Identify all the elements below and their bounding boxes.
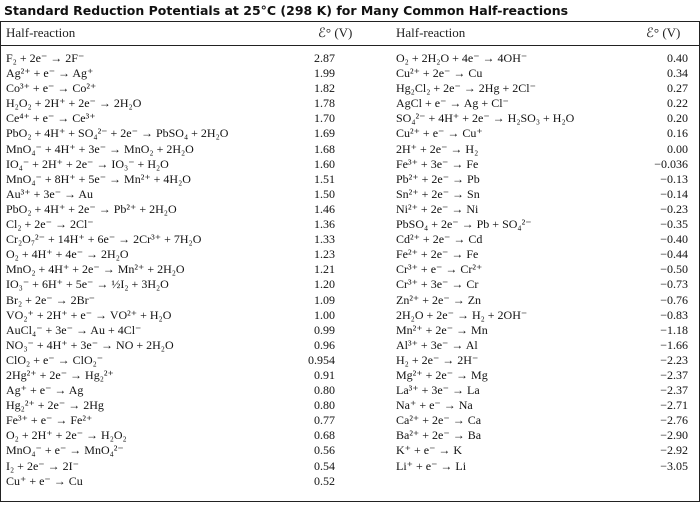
half-reaction: MnO₄⁻ + 4H⁺ + 3e⁻ → MnO₂ + 2H₂O — [6, 141, 194, 156]
reduction-potential: −2.92 — [660, 443, 688, 458]
reduction-potential: −0.13 — [660, 171, 688, 186]
half-reaction: I₂ + 2e⁻ → 2I⁻ — [6, 458, 79, 473]
half-reaction: Co³⁺ + e⁻ → Co²⁺ — [6, 81, 97, 96]
reduction-potential: 0.99 — [314, 322, 335, 337]
reduction-potential: −0.036 — [654, 156, 688, 171]
half-reaction: Hg₂²⁺ + 2e⁻ → 2Hg — [6, 398, 104, 413]
reduction-potential: −1.18 — [660, 322, 688, 337]
reduction-potential: 1.68 — [314, 141, 335, 156]
reduction-potential: 1.46 — [314, 201, 335, 216]
half-reaction: Ce⁴⁺ + e⁻ → Ce³⁺ — [6, 111, 96, 126]
reduction-potential: 0.54 — [314, 458, 335, 473]
reduction-potential: 1.21 — [314, 262, 335, 277]
half-reaction: H₂O₂ + 2H⁺ + 2e⁻ → 2H₂O — [6, 96, 142, 111]
half-reaction: Cr³⁺ + 3e⁻ → Cr — [396, 277, 479, 292]
reduction-potential: 1.23 — [314, 247, 335, 262]
table-top-rule — [0, 21, 700, 22]
half-reaction: O₂ + 2H₂O + 4e⁻ → 4OH⁻ — [396, 51, 528, 65]
half-reaction: SO₄²⁻ + 4H⁺ + 2e⁻ → H₂SO₃ + H₂O — [396, 111, 575, 126]
half-reaction: IO₄⁻ + 2H⁺ + 2e⁻ → IO₃⁻ + H₂O — [6, 156, 169, 171]
reduction-potential: −1.66 — [660, 337, 688, 352]
reduction-potential: −0.40 — [660, 232, 688, 247]
reduction-potential: −0.44 — [660, 247, 688, 262]
reduction-potential: 0.56 — [314, 443, 335, 458]
half-reaction: Ag²⁺ + e⁻ → Ag⁺ — [6, 66, 94, 81]
half-reaction: ClO₂ + e⁻ → ClO₂⁻ — [6, 352, 104, 367]
half-reaction: Ba²⁺ + 2e⁻ → Ba — [396, 428, 482, 443]
reduction-potential: 0.52 — [314, 473, 335, 488]
reduction-potential: 1.51 — [314, 171, 335, 186]
reduction-potential: 1.09 — [314, 292, 335, 307]
table-bottom-rule — [0, 501, 700, 502]
half-reaction: PbO₂ + 4H⁺ + SO₄²⁻ + 2e⁻ → PbSO₄ + 2H₂O — [6, 126, 229, 141]
reduction-potential: 0.16 — [667, 126, 688, 141]
reduction-potential: −3.05 — [660, 458, 688, 473]
right-reaction-header: Half-reaction — [396, 25, 466, 40]
half-reaction: Fe³⁺ + 3e⁻ → Fe — [396, 156, 479, 171]
half-reaction: MnO₄⁻ + e⁻ → MnO₄²⁻ — [6, 443, 124, 458]
reduction-potential: 0.91 — [314, 367, 335, 382]
right-potential-column — [636, 51, 688, 474]
half-reaction: Li⁺ + e⁻ → Li — [396, 458, 467, 473]
reduction-potential: 1.70 — [314, 111, 335, 126]
reduction-potential: −2.90 — [660, 428, 688, 443]
half-reaction: Pb²⁺ + 2e⁻ → Pb — [396, 171, 480, 186]
reduction-potential: −0.76 — [660, 292, 688, 307]
reduction-potential: 1.20 — [314, 277, 335, 292]
half-reaction: 2H₂O + 2e⁻ → H₂ + 2OH⁻ — [396, 307, 528, 322]
half-reaction: AgCl + e⁻ → Ag + Cl⁻ — [396, 96, 509, 111]
reduction-potential: 1.33 — [314, 232, 335, 247]
right-potential-header: ℰ° (V) — [646, 25, 681, 40]
half-reaction: F₂ + 2e⁻ → 2F⁻ — [6, 51, 85, 65]
reduction-potential: −2.37 — [660, 383, 688, 398]
half-reaction: Mg²⁺ + 2e⁻ → Mg — [396, 367, 488, 382]
reduction-potential: −0.23 — [660, 201, 688, 216]
reduction-potential: −2.76 — [660, 413, 688, 428]
half-reaction: Cu²⁺ + e⁻ → Cu⁺ — [396, 126, 483, 141]
reduction-potential: −2.71 — [660, 398, 688, 413]
reduction-potential: 0.80 — [314, 383, 335, 398]
left-potential-header: ℰ° (V) — [318, 25, 353, 40]
half-reaction: AuCl₄⁻ + 3e⁻ → Au + 4Cl⁻ — [6, 322, 142, 337]
half-reaction: Fe²⁺ + 2e⁻ → Fe — [396, 247, 479, 262]
half-reaction: La³⁺ + 3e⁻ → La — [396, 383, 480, 398]
left-reaction-column — [6, 51, 306, 489]
reduction-potential: 0.20 — [667, 111, 688, 126]
reduction-potential: −0.35 — [660, 217, 688, 232]
reduction-potential: −0.73 — [660, 277, 688, 292]
half-reaction: IO₃⁻ + 6H⁺ + 5e⁻ → ½I₂ + 3H₂O — [6, 277, 169, 292]
reduction-potential: 0.96 — [314, 337, 335, 352]
half-reaction: PbO₂ + 4H⁺ + 2e⁻ → Pb²⁺ + 2H₂O — [6, 201, 177, 216]
reduction-potential: 0.68 — [314, 428, 335, 443]
reduction-potential: −0.83 — [660, 307, 688, 322]
left-potential-column — [302, 51, 352, 489]
reduction-potential: 0.27 — [667, 81, 688, 96]
half-reaction: VO₂⁺ + 2H⁺ + e⁻ → VO²⁺ + H₂O — [6, 307, 172, 322]
half-reaction: O₂ + 2H⁺ + 2e⁻ → H₂O₂ — [6, 428, 127, 443]
half-reaction: Fe³⁺ + e⁻ → Fe²⁺ — [6, 413, 93, 428]
reduction-potential: −2.23 — [660, 352, 688, 367]
half-reaction: Cu⁺ + e⁻ → Cu — [6, 473, 83, 488]
reduction-potential: 0.80 — [314, 398, 335, 413]
half-reaction: Ca²⁺ + 2e⁻ → Ca — [396, 413, 482, 428]
reduction-potential: −0.50 — [660, 262, 688, 277]
reduction-potential: 1.60 — [314, 156, 335, 171]
left-reaction-header: Half-reaction — [6, 25, 76, 40]
half-reaction: Na⁺ + e⁻ → Na — [396, 398, 473, 413]
half-reaction: Br₂ + 2e⁻ → 2Br⁻ — [6, 292, 95, 307]
reduction-potential: 0.40 — [667, 51, 688, 65]
reduction-potential: 1.82 — [314, 81, 335, 96]
half-reaction: Cr³⁺ + e⁻ → Cr²⁺ — [396, 262, 483, 277]
half-reaction: Hg₂Cl₂ + 2e⁻ → 2Hg + 2Cl⁻ — [396, 81, 536, 96]
half-reaction: Sn²⁺ + 2e⁻ → Sn — [396, 186, 480, 201]
reduction-potential: 0.954 — [308, 352, 335, 367]
half-reaction: Ag⁺ + e⁻ → Ag — [6, 383, 84, 398]
right-reaction-column — [396, 51, 636, 474]
half-reaction: 2Hg²⁺ + 2e⁻ → Hg₂²⁺ — [6, 367, 114, 382]
table-title: Standard Reduction Potentials at 25°C (298 K) for Many Common Half-reactions — [4, 3, 569, 18]
half-reaction: Cl₂ + 2e⁻ → 2Cl⁻ — [6, 217, 94, 232]
half-reaction: Zn²⁺ + 2e⁻ → Zn — [396, 292, 482, 307]
reduction-potential: 0.22 — [667, 96, 688, 111]
half-reaction: Cd²⁺ + 2e⁻ → Cd — [396, 232, 483, 247]
half-reaction: Mn²⁺ + 2e⁻ → Mn — [396, 322, 488, 337]
half-reaction: Cu²⁺ + 2e⁻ → Cu — [396, 66, 483, 81]
reduction-potential: 0.00 — [667, 141, 688, 156]
half-reaction: H₂ + 2e⁻ → 2H⁻ — [396, 352, 479, 367]
table-left-border — [0, 21, 1, 502]
half-reaction: NO₃⁻ + 4H⁺ + 3e⁻ → NO + 2H₂O — [6, 337, 174, 352]
reduction-potential: 1.50 — [314, 186, 335, 201]
reduction-potential: −2.37 — [660, 367, 688, 382]
half-reaction: MnO₂ + 4H⁺ + 2e⁻ → Mn²⁺ + 2H₂O — [6, 262, 185, 277]
half-reaction: Ni²⁺ + 2e⁻ → Ni — [396, 201, 479, 216]
reduction-potential: 0.34 — [667, 66, 688, 81]
half-reaction: O₂ + 4H⁺ + 4e⁻ → 2H₂O — [6, 247, 129, 262]
half-reaction: Cr₂O₇²⁻ + 14H⁺ + 6e⁻ → 2Cr³⁺ + 7H₂O — [6, 232, 202, 247]
reduction-potential: −0.14 — [660, 186, 688, 201]
half-reaction: K⁺ + e⁻ → K — [396, 443, 463, 458]
reduction-potential: 1.69 — [314, 126, 335, 141]
reduction-potential: 1.78 — [314, 96, 335, 111]
reduction-potential: 1.36 — [314, 217, 335, 232]
half-reaction: MnO₄⁻ + 8H⁺ + 5e⁻ → Mn²⁺ + 4H₂O — [6, 171, 191, 186]
half-reaction: Au³⁺ + 3e⁻ → Au — [6, 186, 94, 201]
half-reaction: 2H⁺ + 2e⁻ → H₂ — [396, 141, 479, 156]
half-reaction: PbSO₄ + 2e⁻ → Pb + SO₄²⁻ — [396, 217, 532, 232]
header-rule — [0, 45, 700, 46]
half-reaction: Al³⁺ + 3e⁻ → Al — [396, 337, 478, 352]
reduction-potential: 1.00 — [314, 307, 335, 322]
reduction-potential: 2.87 — [314, 51, 335, 65]
reduction-potential: 1.99 — [314, 66, 335, 81]
reduction-potential: 0.77 — [314, 413, 335, 428]
